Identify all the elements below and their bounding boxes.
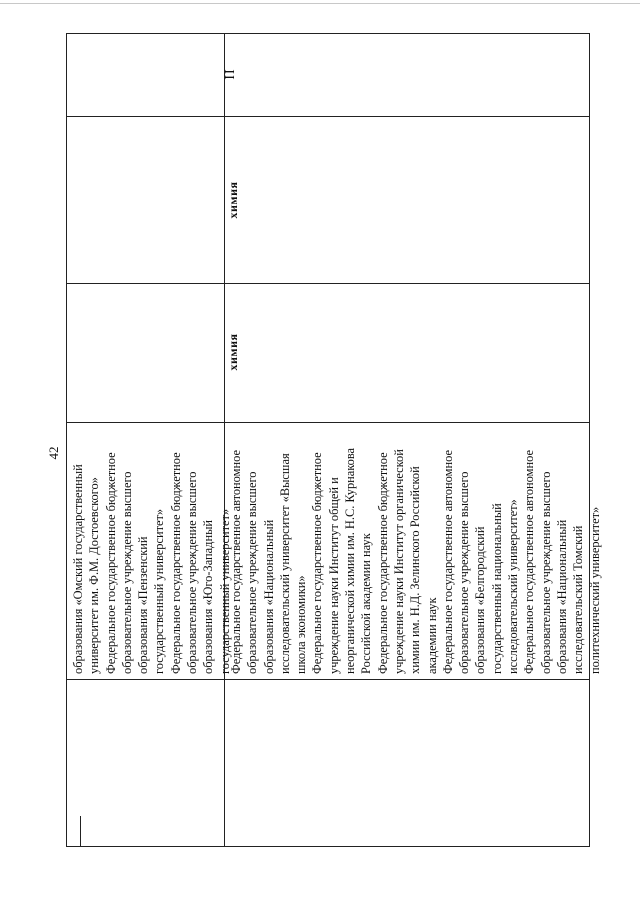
subject-label: химия (226, 181, 240, 219)
org-line: исследовательский Томский (571, 525, 586, 674)
table-rule-1 (66, 116, 590, 117)
org-line: школа экономики» (294, 575, 309, 674)
organizations-cell-2 (228, 424, 603, 674)
org-line: Федеральное государственное автономное (440, 450, 455, 674)
org-line: политехнический университет» (587, 506, 602, 674)
org-line: Федеральное государственное автономное (522, 450, 537, 674)
organizations-cell-1 (70, 424, 233, 674)
org-line: Федеральное государственное бюджетное (103, 452, 118, 674)
org-line: академии наук (424, 597, 439, 674)
level-label: II (223, 68, 238, 80)
subject-label: химия (226, 333, 240, 371)
org-line: образования «Юго-Западный (201, 519, 216, 674)
org-line: образования «Белгородский (473, 526, 488, 674)
table-rule-stub (80, 816, 81, 846)
org-line: Российской академии наук (359, 533, 374, 674)
org-line: государственный университет» (152, 508, 167, 674)
org-line: Федеральное государственное бюджетное (375, 452, 390, 674)
org-line: университет им. Ф.М. Достоевского» (87, 477, 102, 674)
org-line: образовательное учреждение высшего (538, 471, 553, 674)
org-line: исследовательский университет» (506, 499, 521, 674)
table-rule-bottom (66, 846, 590, 847)
org-line: Федеральное государственное бюджетное (168, 452, 183, 674)
org-line: образовательное учреждение высшего (185, 471, 200, 674)
org-line: исследовательский университет «Высшая (277, 453, 292, 674)
org-line: образовательное учреждение высшего (245, 471, 260, 674)
org-line: образования «Пензенский (136, 536, 151, 674)
org-line: образовательное учреждение высшего (457, 471, 472, 674)
table-rule-left (66, 33, 67, 846)
org-line: неорганической химии им. Н.С. Курнакова (343, 447, 358, 674)
org-line: Федеральное государственное автономное (229, 450, 243, 674)
table-rule-top (66, 33, 590, 34)
top-scan-line (0, 3, 640, 4)
page-number: 42 (46, 446, 61, 460)
org-line: государственный университет» (217, 508, 232, 674)
org-line: Федеральное государственное бюджетное (310, 452, 325, 674)
org-line: образования «Национальный (554, 519, 569, 674)
org-line: государственный национальный (489, 503, 504, 674)
org-line: химии им. Н.Д. Зелинского Российской (408, 466, 423, 674)
table-rule-2 (66, 283, 590, 284)
org-line: образования «Омский государственный (71, 464, 85, 674)
org-line: учреждение науки Институт органической (391, 449, 406, 674)
table-rule-3 (66, 422, 590, 423)
org-line: учреждение науки Институт общей и (326, 477, 341, 674)
org-line: образования «Национальный (261, 519, 276, 674)
table-rule-4 (66, 679, 590, 680)
org-line: образовательное учреждение высшего (119, 471, 134, 674)
